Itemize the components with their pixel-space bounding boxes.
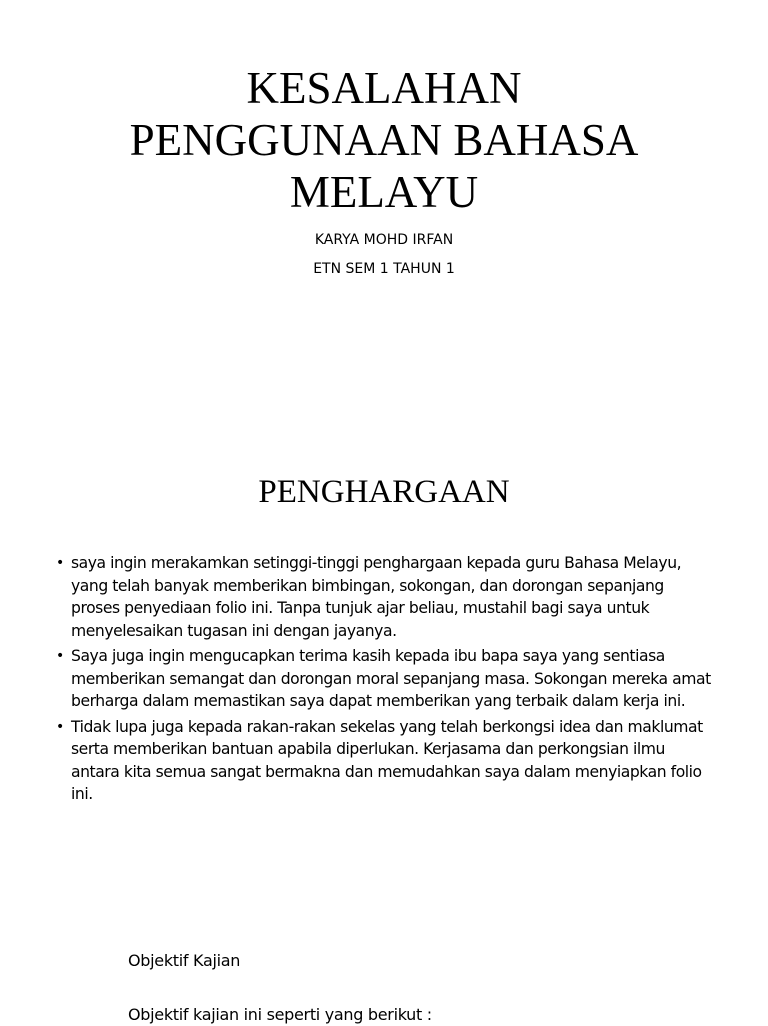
- class-line: ETN SEM 1 TAHUN 1: [313, 261, 455, 277]
- acknowledgement-slide: [0, 436, 768, 856]
- bullet-icon: •: [56, 648, 64, 664]
- objective-slide: [0, 930, 768, 1024]
- acknowledgement-heading: PENGHARGAAN: [258, 474, 510, 510]
- list-item: [56, 645, 716, 713]
- acknowledgement-list: [56, 552, 716, 809]
- list-item-text: Tidak lupa juga kepada rakan-rakan sekelas yang telah berkongsi idea dan maklumat serta memberikan bantuan apabila diperlukan. Kerjasama dan perkongsian ilmu antara kita semua sangat bermakna dan memudahkan saya dalam menyiapkan folio ini.: [71, 717, 703, 803]
- list-item-text: saya ingin merakamkan setinggi-tinggi penghargaan kepada guru Bahasa Melayu, yang telah banyak memberikan bimbingan, sokongan, dan dorongan sepanjang proses penyediaan folio ini. Tanpa tunjuk ajar beliau, mustahil bagi saya untuk menyelesaikan tugasan ini dengan jayanya.: [71, 554, 682, 640]
- document-title: [60, 62, 708, 218]
- list-item: [56, 716, 716, 806]
- author-line: KARYA MOHD IRFAN: [314, 232, 454, 248]
- title-line-2: PENGGUNAAN BAHASA: [129, 115, 639, 165]
- list-item-text: Saya juga ingin mengucapkan terima kasih kepada ibu bapa saya yang sentiasa memberikan semangat dan dorongan moral sepanjang masa. Sokongan mereka amat berharga dalam memastikan saya dapat memberikan yang terbaik dalam kerja ini.: [71, 647, 711, 710]
- bullet-icon: •: [56, 555, 64, 571]
- title-line-1: KESALAHAN: [246, 63, 522, 113]
- objective-heading: Objektif Kajian: [128, 951, 241, 970]
- bullet-icon: •: [56, 718, 64, 735]
- title-line-3: MELAYU: [289, 167, 479, 217]
- objective-intro: Objektif kajian ini seperti yang berikut :: [128, 1005, 432, 1024]
- title-slide: [0, 0, 768, 384]
- list-item: [56, 552, 716, 642]
